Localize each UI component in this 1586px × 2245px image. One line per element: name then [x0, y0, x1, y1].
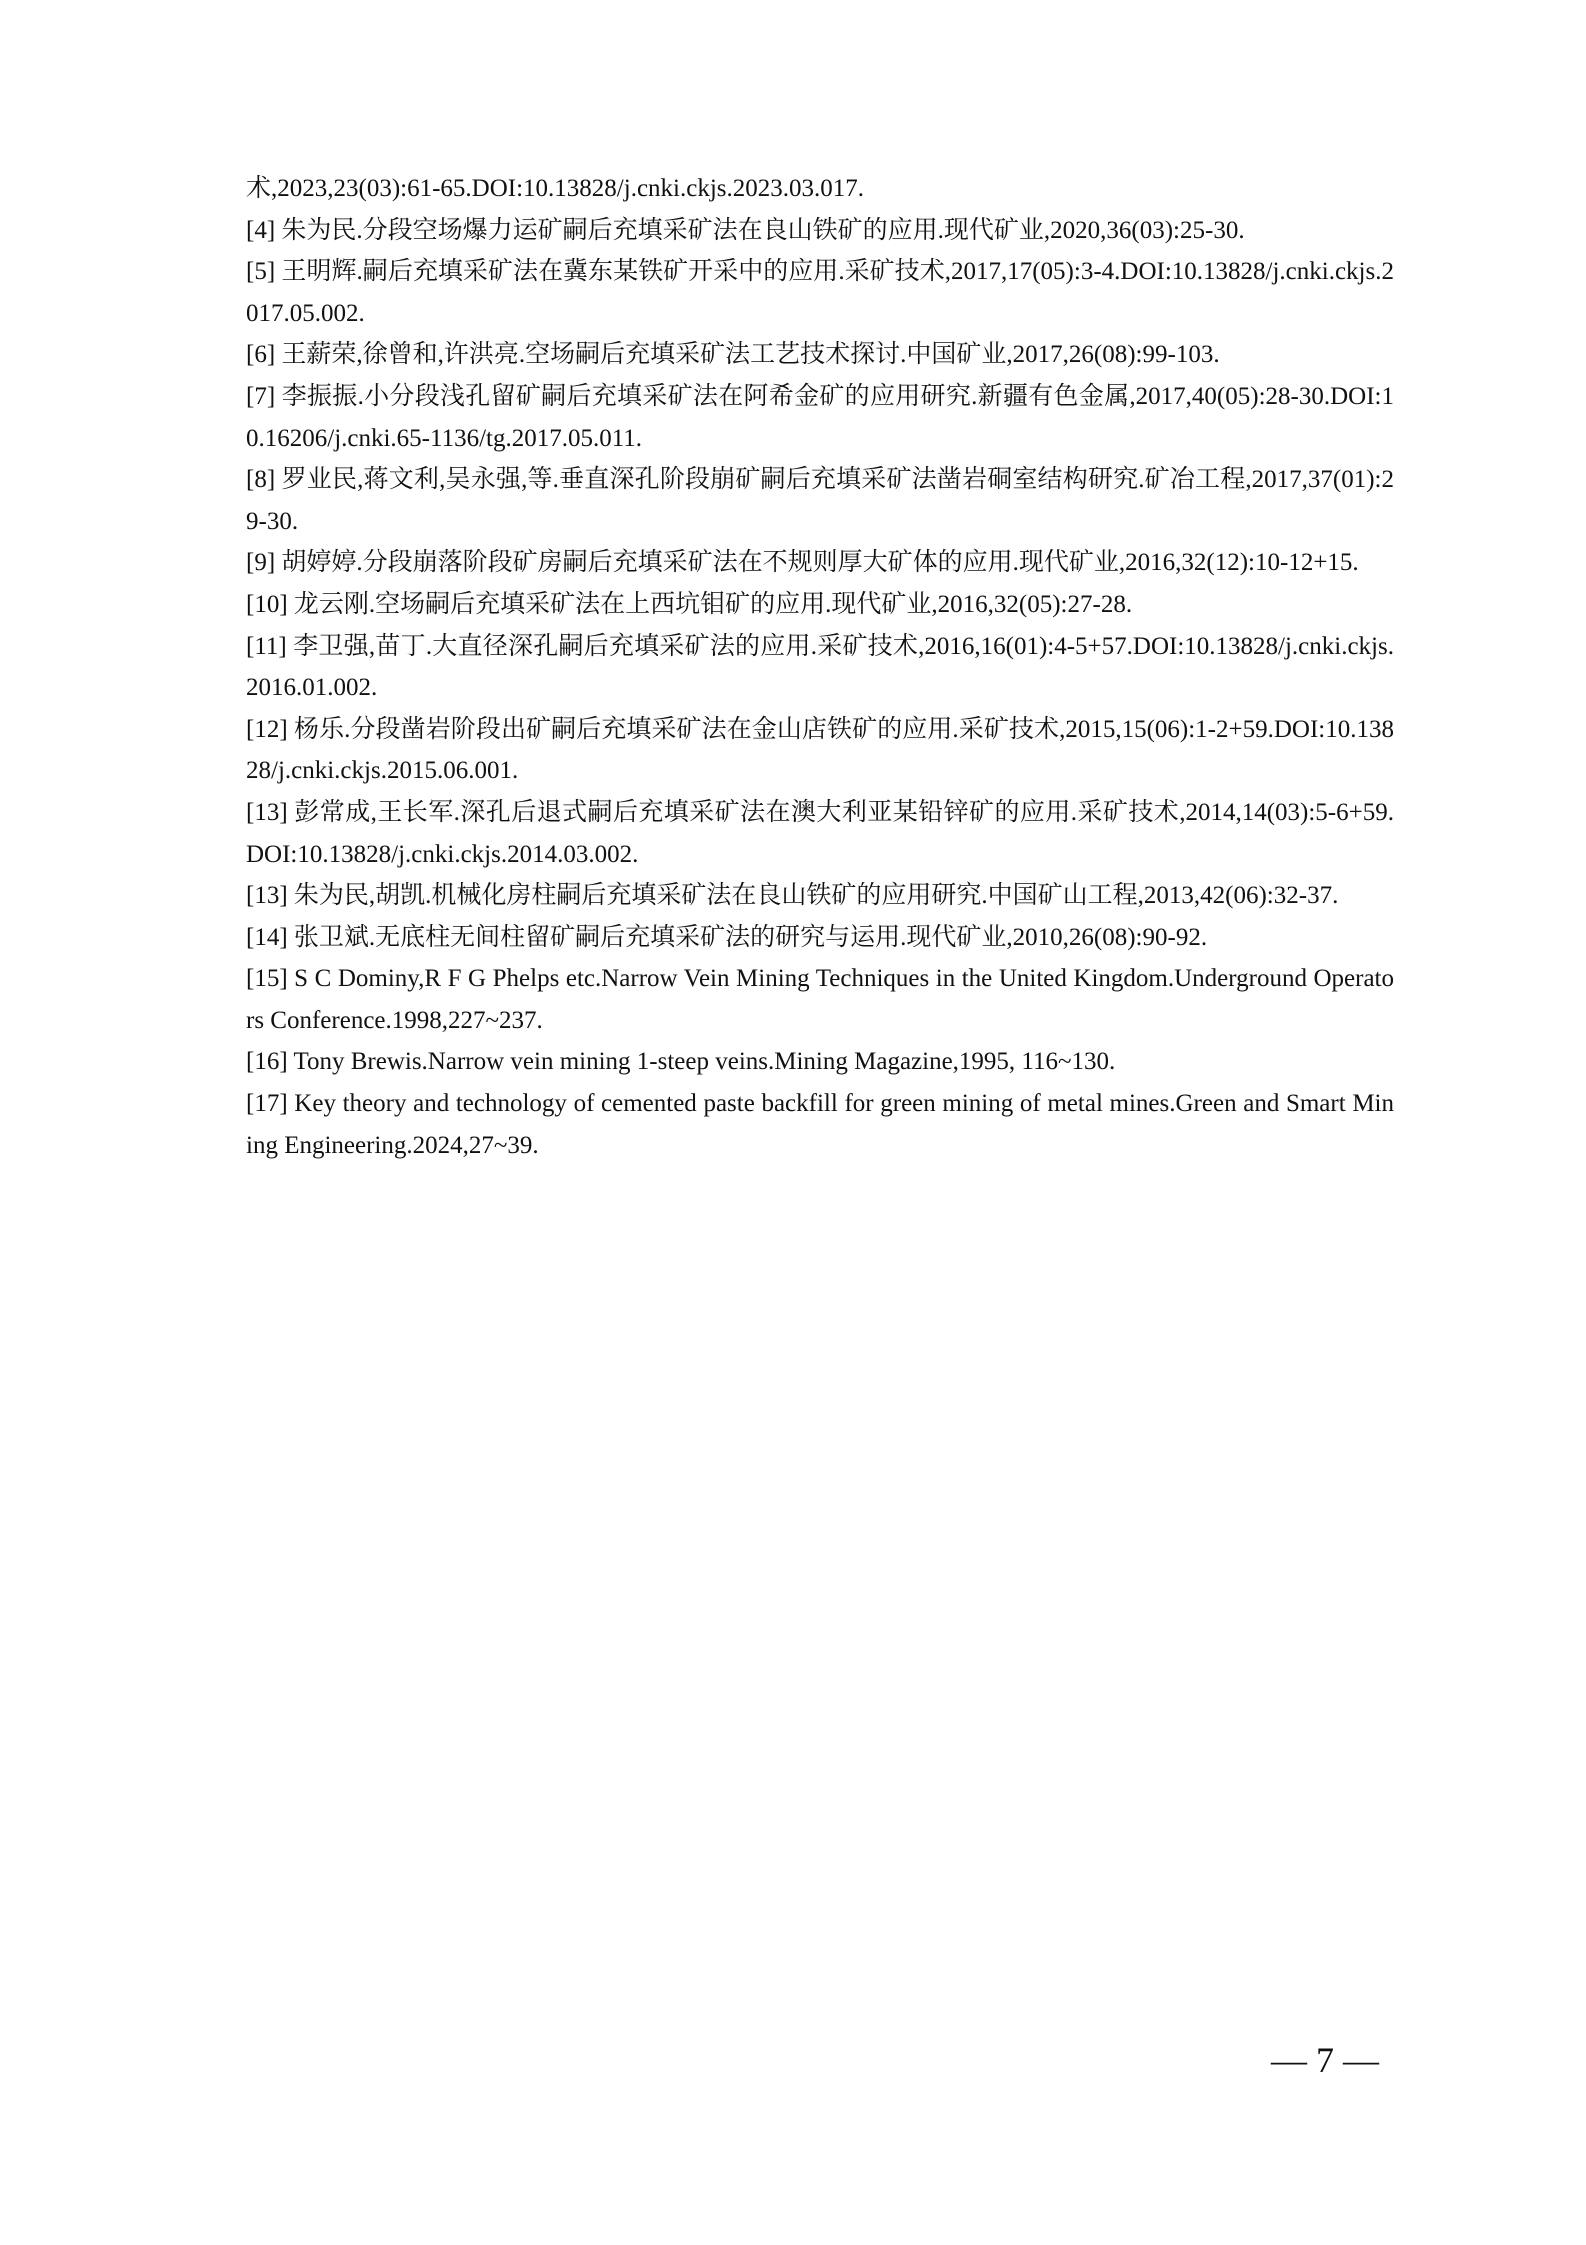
reference-item: [14] 张卫斌.无底柱无间柱留矿嗣后充填采矿法的研究与运用.现代矿业,2010,26(08):90-92.: [246, 923, 1208, 951]
reference-item: 术,2023,23(03):61-65.DOI:10.13828/j.cnki.ckjs.2023.03.017.: [246, 175, 865, 202]
page-number: — 7 —: [1271, 2040, 1379, 2080]
reference-item: [12] 杨乐.分段凿岩阶段出矿嗣后充填采矿法在金山店铁矿的应用.采矿技术,2015,15(06):1-2+59.DOI:10.13828/j.cnki.ckjs.2015.06.001.: [246, 715, 1394, 785]
reference-item: [10] 龙云刚.空场嗣后充填采矿法在上西坑钼矿的应用.现代矿业,2016,32(05):27-28.: [246, 590, 1133, 618]
reference-item: [6] 王薪荣,徐曾和,许洪亮.空场嗣后充填采矿法工艺技术探讨.中国矿业,2017,26(08):99-103.: [246, 341, 1220, 369]
reference-item: [5] 王明辉.嗣后充填采矿法在冀东某铁矿开采中的应用.采矿技术,2017,17(05):3-4.DOI:10.13828/j.cnki.ckjs.2017.05.002.: [246, 258, 1394, 327]
reference-item: [11] 李卫强,苗丁.大直径深孔嗣后充填采矿法的应用.采矿技术,2016,16(01):4-5+57.DOI:10.13828/j.cnki.ckjs.2016.01.002.: [246, 632, 1394, 702]
reference-item: [4] 朱为民.分段空场爆力运矿嗣后充填采矿法在良山铁矿的应用.现代矿业,2020,36(03):25-30.: [246, 216, 1245, 244]
reference-item: [13] 彭常成,王长军.深孔后退式嗣后充填采矿法在澳大利亚某铅锌矿的应用.采矿技术,2014,14(03):5-6+59.DOI:10.13828/j.cnki.ckjs.2014.03.002.: [246, 798, 1394, 868]
reference-item: [13] 朱为民,胡凯.机械化房柱嗣后充填采矿法在良山铁矿的应用研究.中国矿山工程,2013,42(06):32-37.: [246, 882, 1339, 910]
reference-item: [17] Key theory and technology of cemented paste backfill for green mining of metal mines.Green and Smart Mining Engineering.2024,27~39.: [246, 1090, 1394, 1159]
reference-item: [16] Tony Brewis.Narrow vein mining 1-steep veins.Mining Magazine,1995, 116~130.: [246, 1048, 1116, 1076]
reference-list: [246, 168, 1394, 1166]
reference-item: [9] 胡婷婷.分段崩落阶段矿房嗣后充填采矿法在不规则厚大矿体的应用.现代矿业,2016,32(12):10-12+15.: [246, 549, 1359, 577]
reference-item: [15] S C Dominy,R F G Phelps etc.Narrow Vein Mining Techniques in the United Kingdom.Underground Operators Conference.1998,227~237.: [246, 965, 1394, 1034]
reference-item: [7] 李振振.小分段浅孔留矿嗣后充填采矿法在阿希金矿的应用研究.新疆有色金属,2017,40(05):28-30.DOI:10.16206/j.cnki.65-1136/tg.2017.05.011.: [246, 382, 1394, 452]
reference-item: [8] 罗业民,蒋文利,吴永强,等.垂直深孔阶段崩矿嗣后充填采矿法凿岩硐室结构研究.矿冶工程,2017,37(01):29-30.: [246, 466, 1394, 535]
